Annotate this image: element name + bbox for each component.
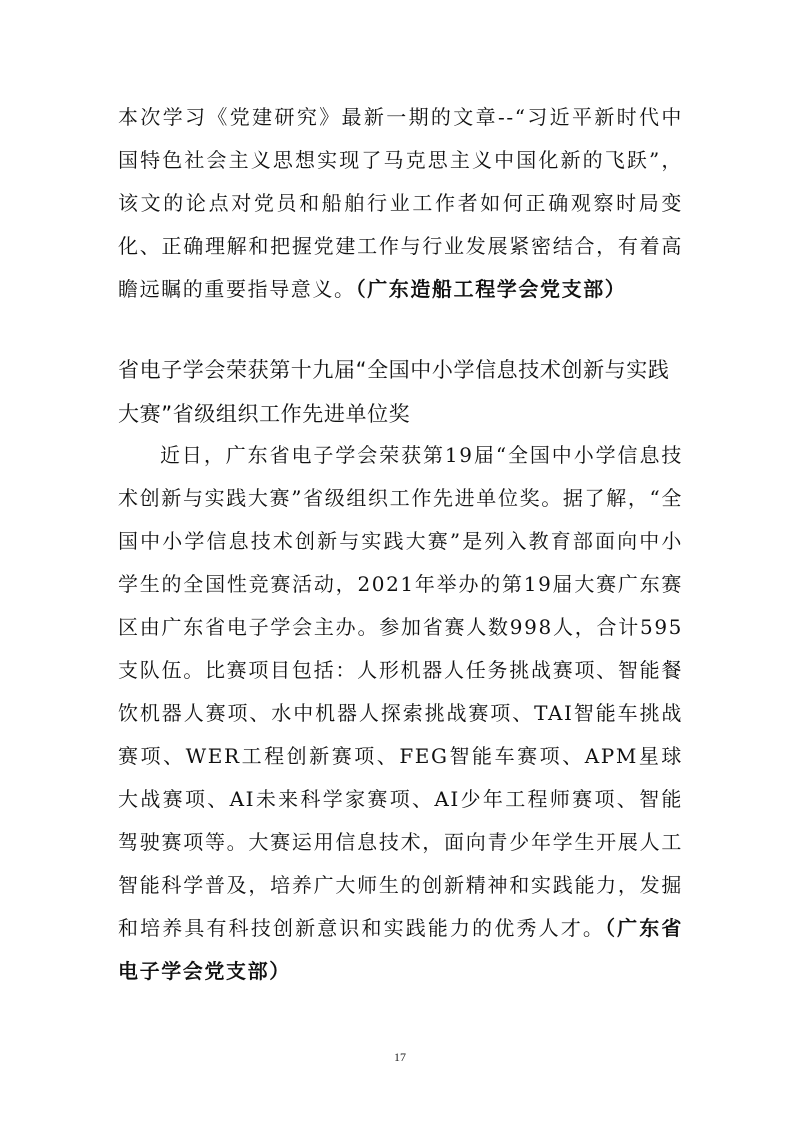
page-number: 17 [394,1050,406,1064]
attribution-electronics-society: （广东省电子学会党支部） [118,916,683,983]
body-paragraph-party-study [118,96,683,311]
paragraph-text: 近日，广东省电子学会荣获第19届“全国中小学信息技术创新与实践大赛”省级组织工作先进单位奖。据了解，“全国中小学信息技术创新与实践大赛”是列入教育部面向中小学生的全国性竞赛活动，2021年举办的第19届大赛广东赛区由广东省电子学会主办。参加省赛人数998人，合计595支队伍。比赛项目包括：人形机器人任务挑战赛项、智能餐饮机器人赛项、水中机器人探索挑战赛项、TAI智能车挑战赛项、WER工程创新赛项、FEG智能车赛项、APM星球大战赛项、AI未来科学家赛项、AI少年工程师赛项、智能驾驶赛项等。大赛运用信息技术，面向青少年学生开展人工智能科学普及，培养广大师生的创新精神和实践能力，发掘和培养具有科技创新意识和实践能力的优秀人才。 [118,443,683,940]
article-title: 省电子学会荣获第十九届“全国中小学信息技术创新与实践大赛”省级组织工作先进单位奖 [118,358,670,426]
attribution-shipbuilding-society: （广东造船工程学会党支部） [355,277,627,301]
body-paragraph-award [118,434,683,993]
paragraph-text: 本次学习《党建研究》最新一期的文章--“习近平新时代中国特色社会主义思想实现了马克思主义中国化新的飞跃”，该文的论点对党员和船舶行业工作者如何正确观察时局变化、正确理解和把握党建工作与行业发展紧密结合，有着高瞻远瞩的重要指导意义。 [118,105,683,301]
